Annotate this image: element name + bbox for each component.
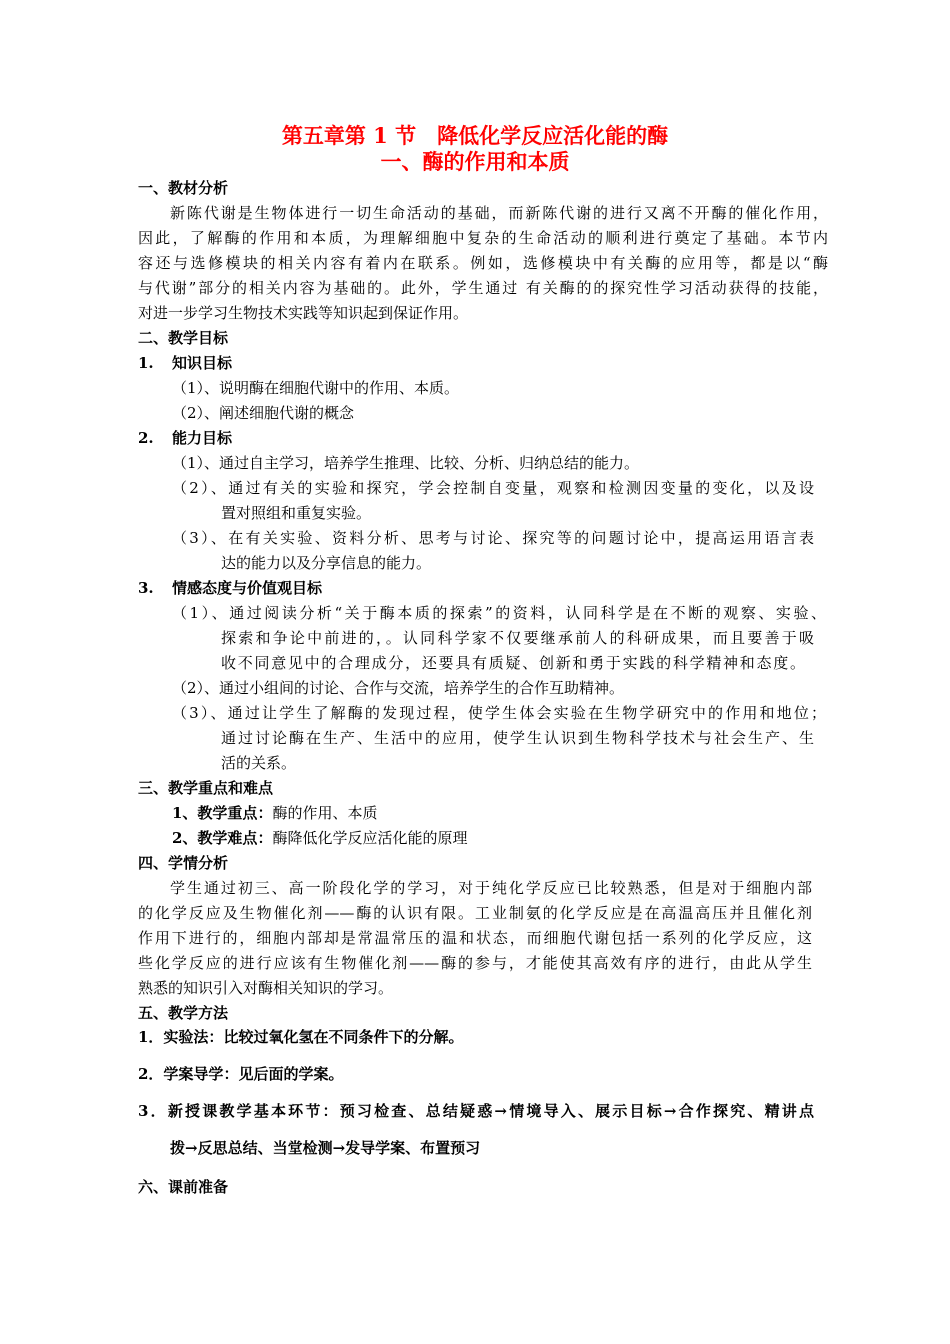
- paragraph-line: 容还与选修模块的相关内容有着内在联系。例如，选修模块中有关酶的应用等，都是以“酶: [138, 254, 828, 272]
- goal-number: 2.: [138, 429, 154, 447]
- key-point: [172, 803, 377, 823]
- goal-label-ability: 能力目标: [172, 429, 233, 447]
- method-item-cont: 拨→反思总结、当堂检测→发导学案、布置预习: [170, 1139, 481, 1157]
- section-heading-keypoints: 三、教学重点和难点: [138, 779, 274, 797]
- section-heading-materials: 一、教材分析: [138, 179, 229, 197]
- difficult-point-label: 2、教学难点：: [172, 829, 273, 847]
- goal-item: （1）、通过自主学习，培养学生推理、比较、分析、归纳总结的能力。: [172, 454, 640, 472]
- paragraph-line: 学生通过初三、高一阶段化学的学习，对于纯化学反应已比较熟悉，但是对于细胞内部: [170, 879, 812, 897]
- goal-number: 1.: [138, 354, 154, 372]
- paragraph-line: 因此，了解酶的作用和本质，为理解细胞中复杂的生命活动的顺利进行奠定了基础。本节内: [138, 229, 828, 247]
- section-heading-methods: 五、教学方法: [138, 1004, 229, 1022]
- key-point-text: 酶的作用、本质: [272, 804, 378, 822]
- method-item: 3．新授课教学基本环节：预习检查、总结疑惑→情境导入、展示目标→合作探究、精讲点: [138, 1102, 814, 1120]
- goal-item-cont: 置对照组和重复实验。: [221, 504, 372, 522]
- page-title: 第五章第 1 节 降低化学反应活化能的酶: [281, 123, 669, 148]
- goal-item: （3）、通过让学生了解酶的发现过程，使学生体会实验在生物学研究中的作用和地位；: [172, 704, 826, 722]
- paragraph-line: 些化学反应的进行应该有生物催化剂——酶的参与，才能使其高效有序的进行，由此从学生: [138, 954, 812, 972]
- goal-number: 3.: [138, 579, 154, 597]
- method-item: 2．学案导学：见后面的学案。: [138, 1065, 344, 1083]
- goal-item: （3）、在有关实验、资料分析、思考与讨论、探究等的问题讨论中，提高运用语言表: [172, 529, 814, 547]
- difficult-point: [172, 828, 467, 848]
- paragraph-line: 与代谢”部分的相关内容为基础的。此外，学生通过 有关酶的的探究性学习活动获得的技能，: [138, 279, 828, 297]
- page-subtitle: 一、酶的作用和本质: [380, 149, 570, 174]
- paragraph-line: 对进一步学习生物技术实践等知识起到保证作用。: [138, 304, 469, 322]
- goal-label-attitude: 情感态度与价值观目标: [172, 579, 323, 597]
- section-heading-objectives: 二、教学目标: [138, 329, 229, 347]
- paragraph-line: 新陈代谢是生物体进行一切生命活动的基础，而新陈代谢的进行又离不开酶的催化作用，: [170, 204, 828, 222]
- goal-item-cont: 收不同意见中的合理成分，还要具有质疑、创新和勇于实践的科学精神和态度。: [221, 654, 805, 672]
- paragraph-line: 的化学反应及生物催化剂——酶的认识有限。工业制氨的化学反应是在高温高压并且催化剂: [138, 904, 812, 922]
- goal-item: （2）、阐述细胞代谢的概念: [172, 404, 355, 422]
- goal-item-cont: 通过讨论酶在生产、生活中的应用，使学生认识到生物科学技术与社会生产、生: [221, 729, 814, 747]
- key-point-label: 1、教学重点：: [172, 804, 273, 822]
- goal-label-knowledge: 知识目标: [172, 354, 233, 372]
- method-item: 1．实验法：比较过氧化氢在不同条件下的分解。: [138, 1028, 464, 1046]
- section-heading-preparation: 六、课前准备: [138, 1178, 229, 1196]
- goal-item: （2）、通过有关的实验和探究，学会控制自变量，观察和检测因变量的变化，以及设: [172, 479, 814, 497]
- goal-item: （2）、通过小组间的讨论、合作与交流，培养学生的合作互助精神。: [172, 679, 625, 697]
- goal-item-cont: 达的能力以及分享信息的能力。: [221, 554, 432, 572]
- section-heading-learners: 四、学情分析: [138, 854, 229, 872]
- paragraph-line: 熟悉的知识引入对酶相关知识的学习。: [138, 979, 394, 997]
- paragraph-line: 作用下进行的，细胞内部却是常温常压的温和状态，而细胞代谢包括一系列的化学反应，这: [138, 929, 812, 947]
- difficult-point-text: 酶降低化学反应活化能的原理: [272, 829, 468, 847]
- goal-item-cont: 活的关系。: [221, 754, 297, 772]
- goal-item: （1）、通过阅读分析“关于酶本质的探索”的资料，认同科学是在不断的观察、实验、: [172, 604, 826, 622]
- goal-item-cont: 探索和争论中前进的，。认同科学家不仅要继承前人的科研成果，而且要善于吸: [221, 629, 814, 647]
- goal-item: （1）、说明酶在细胞代谢中的作用、本质。: [172, 379, 460, 397]
